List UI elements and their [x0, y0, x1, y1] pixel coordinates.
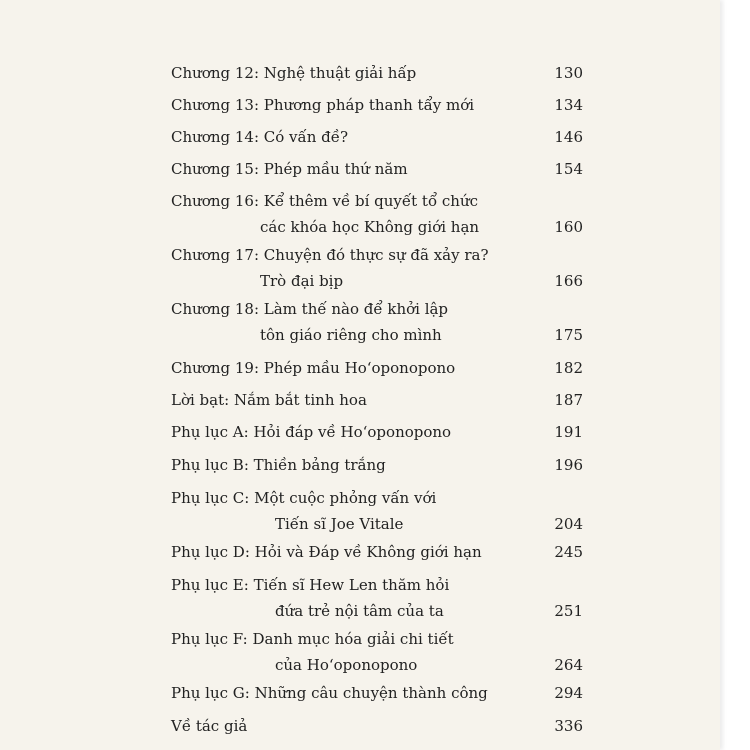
toc-entry-title: Chương 18: Làm thế nào để khởi lập: [171, 300, 449, 318]
toc-entry-page: 175: [554, 326, 583, 344]
toc-entry-title: Chương 12: Nghệ thuật giải hấp: [171, 64, 417, 82]
toc-entry-page: 130: [554, 64, 583, 82]
toc-entry-page: 245: [554, 543, 583, 561]
toc-entry-page: 146: [554, 128, 583, 146]
toc-entry-page: 160: [554, 218, 583, 236]
toc-entry-title-continued: Trò đại bịp: [260, 272, 344, 290]
toc-entry-title: Chương 19: Phép mầu Hoʻoponopono: [171, 359, 456, 377]
toc-entry-page: 196: [554, 456, 583, 474]
toc-entry-page: 187: [554, 391, 583, 409]
toc-entry-page: 204: [554, 515, 583, 533]
toc-entry-title: Chương 14: Có vấn đề?: [171, 128, 349, 146]
toc-entry-title: Phụ lục A: Hỏi đáp về Hoʻoponopono: [171, 423, 452, 441]
toc-entry-page: 251: [554, 602, 583, 620]
toc-entry-title-continued: đứa trẻ nội tâm của ta: [275, 602, 444, 620]
toc-entry-title: Phụ lục E: Tiến sĩ Hew Len thăm hỏi: [171, 576, 450, 594]
toc-entry-page: 294: [554, 684, 583, 702]
toc-entry-title-continued: của Hoʻoponopono: [275, 656, 418, 674]
toc-entry-title-continued: các khóa học Không giới hạn: [260, 218, 480, 236]
toc-entry-page: 264: [554, 656, 583, 674]
toc-entry-title: Chương 15: Phép mầu thứ năm: [171, 160, 408, 178]
toc-entry-title: Chương 13: Phương pháp thanh tẩy mới: [171, 96, 475, 114]
toc-entry-page: 336: [554, 717, 583, 735]
toc-entry-title: Phụ lục G: Những câu chuyện thành công: [171, 684, 488, 702]
toc-entry-title: Phụ lục F: Danh mục hóa giải chi tiết: [171, 630, 454, 648]
toc-entry-page: 154: [554, 160, 583, 178]
toc-entry-title: Về tác giả: [171, 717, 248, 735]
toc-entry-title-continued: Tiến sĩ Joe Vitale: [275, 515, 404, 533]
toc-entry-page: 182: [554, 359, 583, 377]
toc-entry-title-continued: tôn giáo riêng cho mình: [260, 326, 442, 344]
toc-entry-page: 191: [554, 423, 583, 441]
toc-entry-page: 166: [554, 272, 583, 290]
toc-entry-title: Phụ lục D: Hỏi và Đáp về Không giới hạn: [171, 543, 482, 561]
toc-entry-title: Lời bạt: Nắm bắt tinh hoa: [171, 391, 367, 409]
toc-entry-title: Phụ lục C: Một cuộc phỏng vấn với: [171, 489, 437, 507]
toc-entry-title: Phụ lục B: Thiền bảng trắng: [171, 456, 386, 474]
toc-entry-page: 134: [554, 96, 583, 114]
toc-entry-title: Chương 17: Chuyện đó thực sự đã xảy ra?: [171, 246, 489, 264]
toc-entry-title: Chương 16: Kể thêm về bí quyết tổ chức: [171, 192, 479, 210]
